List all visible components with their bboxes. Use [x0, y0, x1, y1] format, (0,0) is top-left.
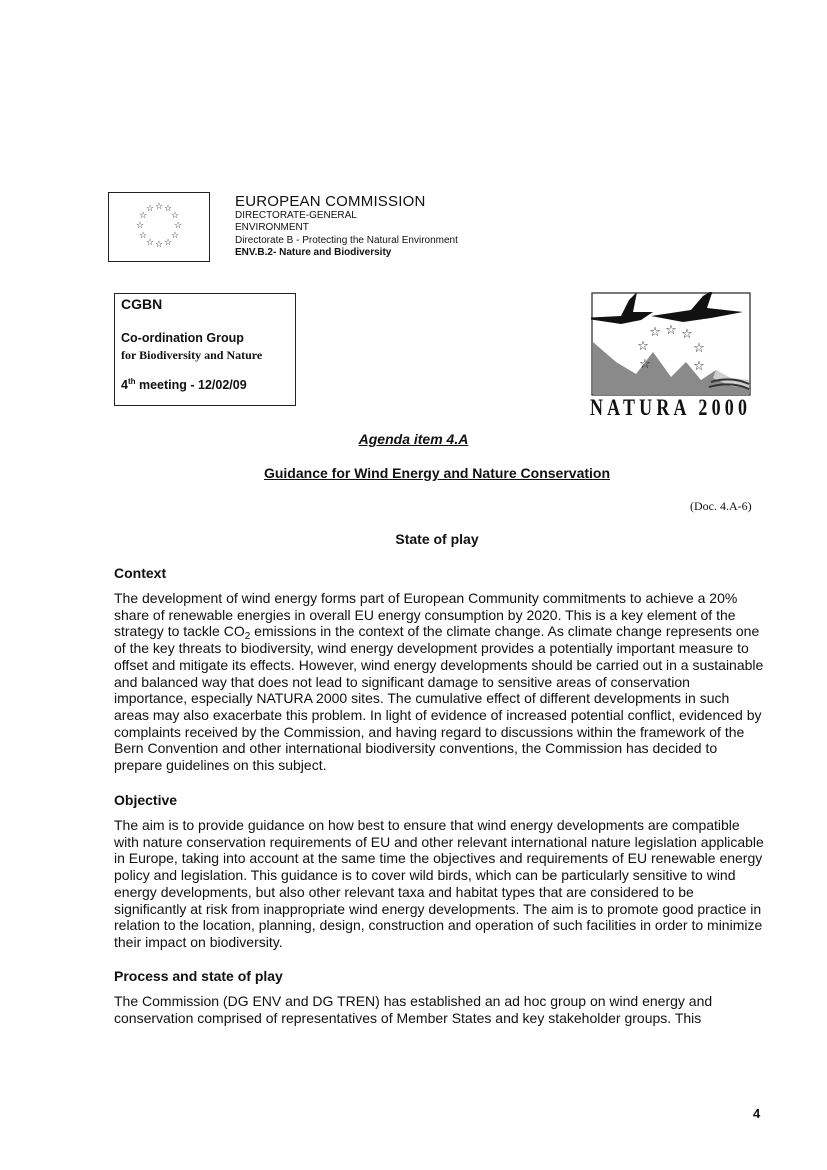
process-heading: Process and state of play [114, 968, 283, 984]
natura-label: NATURA 2000 [590, 395, 752, 420]
svg-text:☆: ☆ [637, 339, 649, 354]
svg-text:☆: ☆ [163, 238, 173, 248]
context-heading: Context [114, 565, 167, 581]
svg-text:☆: ☆ [163, 204, 173, 214]
svg-text:☆: ☆ [154, 240, 164, 250]
cgbn-meeting: 4th meeting - 12/02/09 [121, 377, 247, 393]
cgbn-line2: for Biodiversity and Nature [121, 348, 263, 362]
svg-text:☆: ☆ [665, 323, 677, 338]
svg-text:☆: ☆ [145, 238, 155, 248]
svg-text:☆: ☆ [170, 211, 180, 221]
cgbn-line1: Co-ordination Group [121, 331, 244, 345]
eu-stars-icon [109, 193, 209, 261]
svg-text:☆: ☆ [649, 325, 661, 340]
svg-text:☆: ☆ [639, 357, 651, 372]
svg-text:☆: ☆ [170, 231, 180, 241]
natura-birds-icon [591, 292, 751, 397]
eu-logo [108, 192, 210, 262]
svg-text:☆: ☆ [138, 211, 148, 221]
svg-text:☆: ☆ [693, 341, 705, 356]
svg-text:☆: ☆ [154, 202, 164, 212]
unit-line: ENV.B.2- Nature and Biodiversity [235, 247, 392, 258]
objective-paragraph: The aim is to provide guidance on how best to ensure that wind energy developments are compatible with nature conservation requirements of EU and other relevant international nature legislation applicable in Europe, taking into account at the same time the objectives and requirements of EU renewable energy policy and legislation. This guidance is to cover wild birds, which can be particularly sensitive to wind energy developments, but also other relevant taxa and habitat types that are considered to be significantly at risk from inappropriate wind energy developments. The aim is to promote good practice in relation to the location, planning, design, construction and operation of such facilities in order to minimize their impact on biodiversity. [114, 817, 764, 950]
svg-text:☆: ☆ [693, 359, 705, 374]
dg-line: DIRECTORATE-GENERAL [235, 210, 357, 221]
svg-text:☆: ☆ [138, 231, 148, 241]
doc-reference: (Doc. 4.A-6) [690, 499, 752, 513]
svg-text:☆: ☆ [681, 327, 693, 342]
state-of-play-title: State of play [395, 531, 479, 547]
cgbn-title: CGBN [121, 296, 163, 312]
page-number: 4 [753, 1106, 761, 1121]
svg-text:☆: ☆ [173, 221, 183, 231]
svg-text:☆: ☆ [145, 204, 155, 214]
dg-env-line: ENVIRONMENT [235, 222, 309, 233]
process-paragraph: The Commission (DG ENV and DG TREN) has established an ad hoc group on wind energy and conservation comprised of representatives of Member States and key stakeholder groups. This [114, 993, 713, 1026]
context-paragraph: The development of wind energy forms part of European Community commitments to achieve a 20% share of renewable energies in overall EU energy consumption by 2020. This is a key element of the strategy to tackle $CO_2$ emissions in the context of the climate change. As climate change represents one of the key threats to biodiversity, wind energy development provides a potentially important measure to offset and mitigate its effects. However, wind energy developments should be carried out in a sustainable and balanced way that does not lead to significant damage to sensitive areas of conservation importance, especially NATURA 2000 sites. The cumulative effect of different developments in such areas may also exacerbate this problem. In light of evidence of increased potential conflict, evidenced by complaints received by the Commission, and having regard to discussions within the framework of the Bern Convention and other international biodiversity conventions, the Commission has decided to prepare guidelines on this subject. [114, 590, 764, 774]
org-title: EUROPEAN COMMISSION [235, 193, 426, 210]
directorate-line: Directorate B - Protecting the Natural Environment [235, 235, 458, 246]
agenda-item: Agenda item 4.A [358, 431, 469, 447]
guidance-title: Guidance for Wind Energy and Nature Conservation [263, 465, 611, 481]
objective-heading: Objective [114, 792, 178, 808]
svg-text:☆: ☆ [135, 221, 145, 231]
